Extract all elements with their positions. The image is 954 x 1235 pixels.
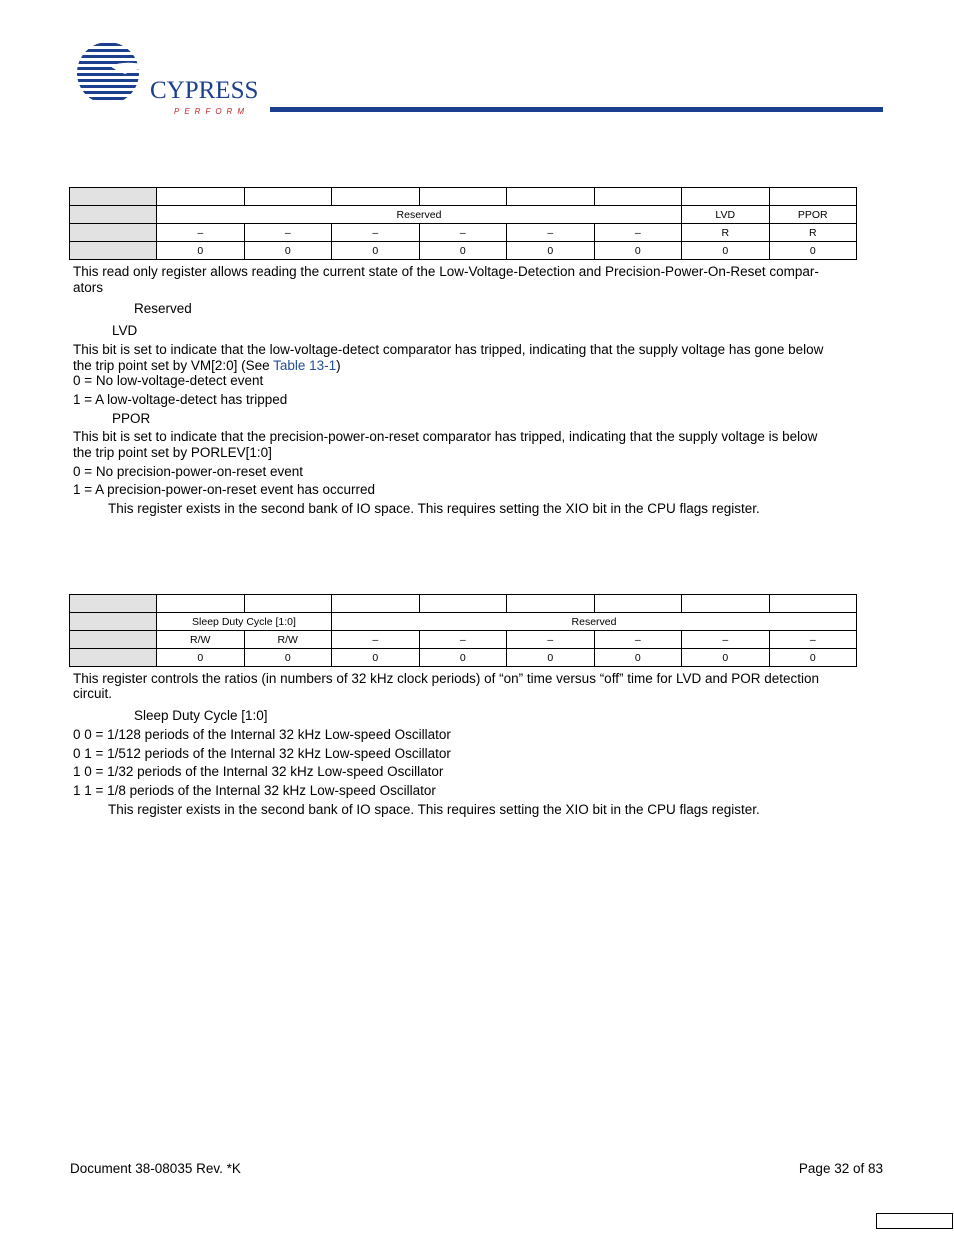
bits-ppor-label: PPOR <box>112 411 151 426</box>
access-cell: – <box>682 631 770 649</box>
feedback-box[interactable] <box>876 1213 953 1229</box>
reg1-intro-line1: This read only register allows reading the current state of the Low-Voltage-Detection and Precision-Power-On-Reset compar- <box>73 264 819 279</box>
reset-cell: 0 <box>594 242 682 260</box>
field-ppor: PPOR <box>769 206 857 224</box>
svg-text:PERFORM: PERFORM <box>174 107 249 116</box>
page-number: Page 32 of 83 <box>798 1161 883 1176</box>
reg2-note: This register exists in the second bank of IO space. This requires setting the XIO bit in the CPU flags register. <box>108 802 760 817</box>
sleep-option-01: 0 1 = 1/512 periods of the Internal 32 kHz Low-speed Oscillator <box>73 746 451 761</box>
reset-cell: 0 <box>332 649 420 667</box>
access-cell: – <box>769 631 857 649</box>
access-cell: – <box>332 224 420 242</box>
header-rule <box>270 107 883 112</box>
table-header-row <box>70 595 857 613</box>
sleep-option-11: 1 1 = 1/8 periods of the Internal 32 kHz Low-speed Oscillator <box>73 783 436 798</box>
reset-cell: 0 <box>244 649 332 667</box>
access-cell: – <box>419 224 507 242</box>
sleep-option-10: 1 0 = 1/32 periods of the Internal 32 kHz Low-speed Oscillator <box>73 764 444 779</box>
access-cell: – <box>157 224 245 242</box>
access-cell: – <box>594 631 682 649</box>
ppor-desc-line2: the trip point set by PORLEV[1:0] <box>73 445 272 460</box>
table-row <box>70 242 857 260</box>
access-cell: R <box>682 224 770 242</box>
access-cell: – <box>507 631 595 649</box>
svg-text:CYPRESS: CYPRESS <box>150 77 259 104</box>
document-number: Document 38-08035 Rev. *K <box>70 1161 241 1176</box>
reset-cell: 0 <box>419 242 507 260</box>
access-cell: – <box>594 224 682 242</box>
bits-sleep-label: Sleep Duty Cycle [1:0] <box>134 708 268 723</box>
reg2-intro-line2: circuit. <box>73 686 113 701</box>
reset-cell: 0 <box>769 649 857 667</box>
lvd-desc-line1: This bit is set to indicate that the low-voltage-detect comparator has tripped, indicating that the supply voltage has gone below <box>73 342 824 357</box>
table-row <box>70 224 857 242</box>
table-header-row <box>70 188 857 206</box>
ppor-option-0: 0 = No precision-power-on-reset event <box>73 464 303 479</box>
reset-cell: 0 <box>594 649 682 667</box>
bits-lvd-label: LVD <box>112 323 138 338</box>
access-cell: R/W <box>157 631 245 649</box>
reset-cell: 0 <box>507 242 595 260</box>
access-cell: – <box>419 631 507 649</box>
reset-cell: 0 <box>244 242 332 260</box>
register-table-1 <box>69 187 857 260</box>
access-cell: – <box>332 631 420 649</box>
field-reserved: Reserved <box>157 206 682 224</box>
access-cell: R/W <box>244 631 332 649</box>
reset-cell: 0 <box>332 242 420 260</box>
reg1-intro-line2: ators <box>73 280 104 295</box>
register-table-2 <box>69 594 857 667</box>
access-cell: R <box>769 224 857 242</box>
lvd-desc-line2: the trip point set by VM[2:0] (See Table 13-1) <box>73 358 341 373</box>
reg2-intro-line1: This register controls the ratios (in numbers of 32 kHz clock periods) of “on” time versus “off” time for LVD and POR detection <box>73 671 820 686</box>
table-row <box>70 649 857 667</box>
reset-cell: 0 <box>157 649 245 667</box>
ppor-desc-line1: This bit is set to indicate that the precision-power-on-reset comparator has tripped, indicating that the supply voltage is below <box>73 429 818 444</box>
sleep-option-00: 0 0 = 1/128 periods of the Internal 32 kHz Low-speed Oscillator <box>73 727 451 742</box>
lvd-option-0: 0 = No low-voltage-detect event <box>73 373 264 388</box>
table-13-1-link[interactable]: Table 13-1 <box>273 358 337 373</box>
access-cell: – <box>507 224 595 242</box>
field-reserved: Reserved <box>332 613 857 631</box>
reg1-note: This register exists in the second bank of IO space. This requires setting the XIO bit in the CPU flags register. <box>108 501 760 516</box>
table-row <box>70 206 857 224</box>
reset-cell: 0 <box>157 242 245 260</box>
reset-cell: 0 <box>507 649 595 667</box>
table-row <box>70 631 857 649</box>
bits-reserved-label: Reserved <box>134 301 192 316</box>
reset-cell: 0 <box>419 649 507 667</box>
reset-cell: 0 <box>769 242 857 260</box>
ppor-option-1: 1 = A precision-power-on-reset event has occurred <box>73 482 376 497</box>
lvd-option-1: 1 = A low-voltage-detect has tripped <box>73 392 288 407</box>
field-lvd: LVD <box>682 206 770 224</box>
reset-cell: 0 <box>682 242 770 260</box>
access-cell: – <box>244 224 332 242</box>
field-sleep-duty-cycle: Sleep Duty Cycle [1:0] <box>157 613 332 631</box>
reset-cell: 0 <box>682 649 770 667</box>
table-row <box>70 613 857 631</box>
cypress-logo <box>70 40 260 120</box>
